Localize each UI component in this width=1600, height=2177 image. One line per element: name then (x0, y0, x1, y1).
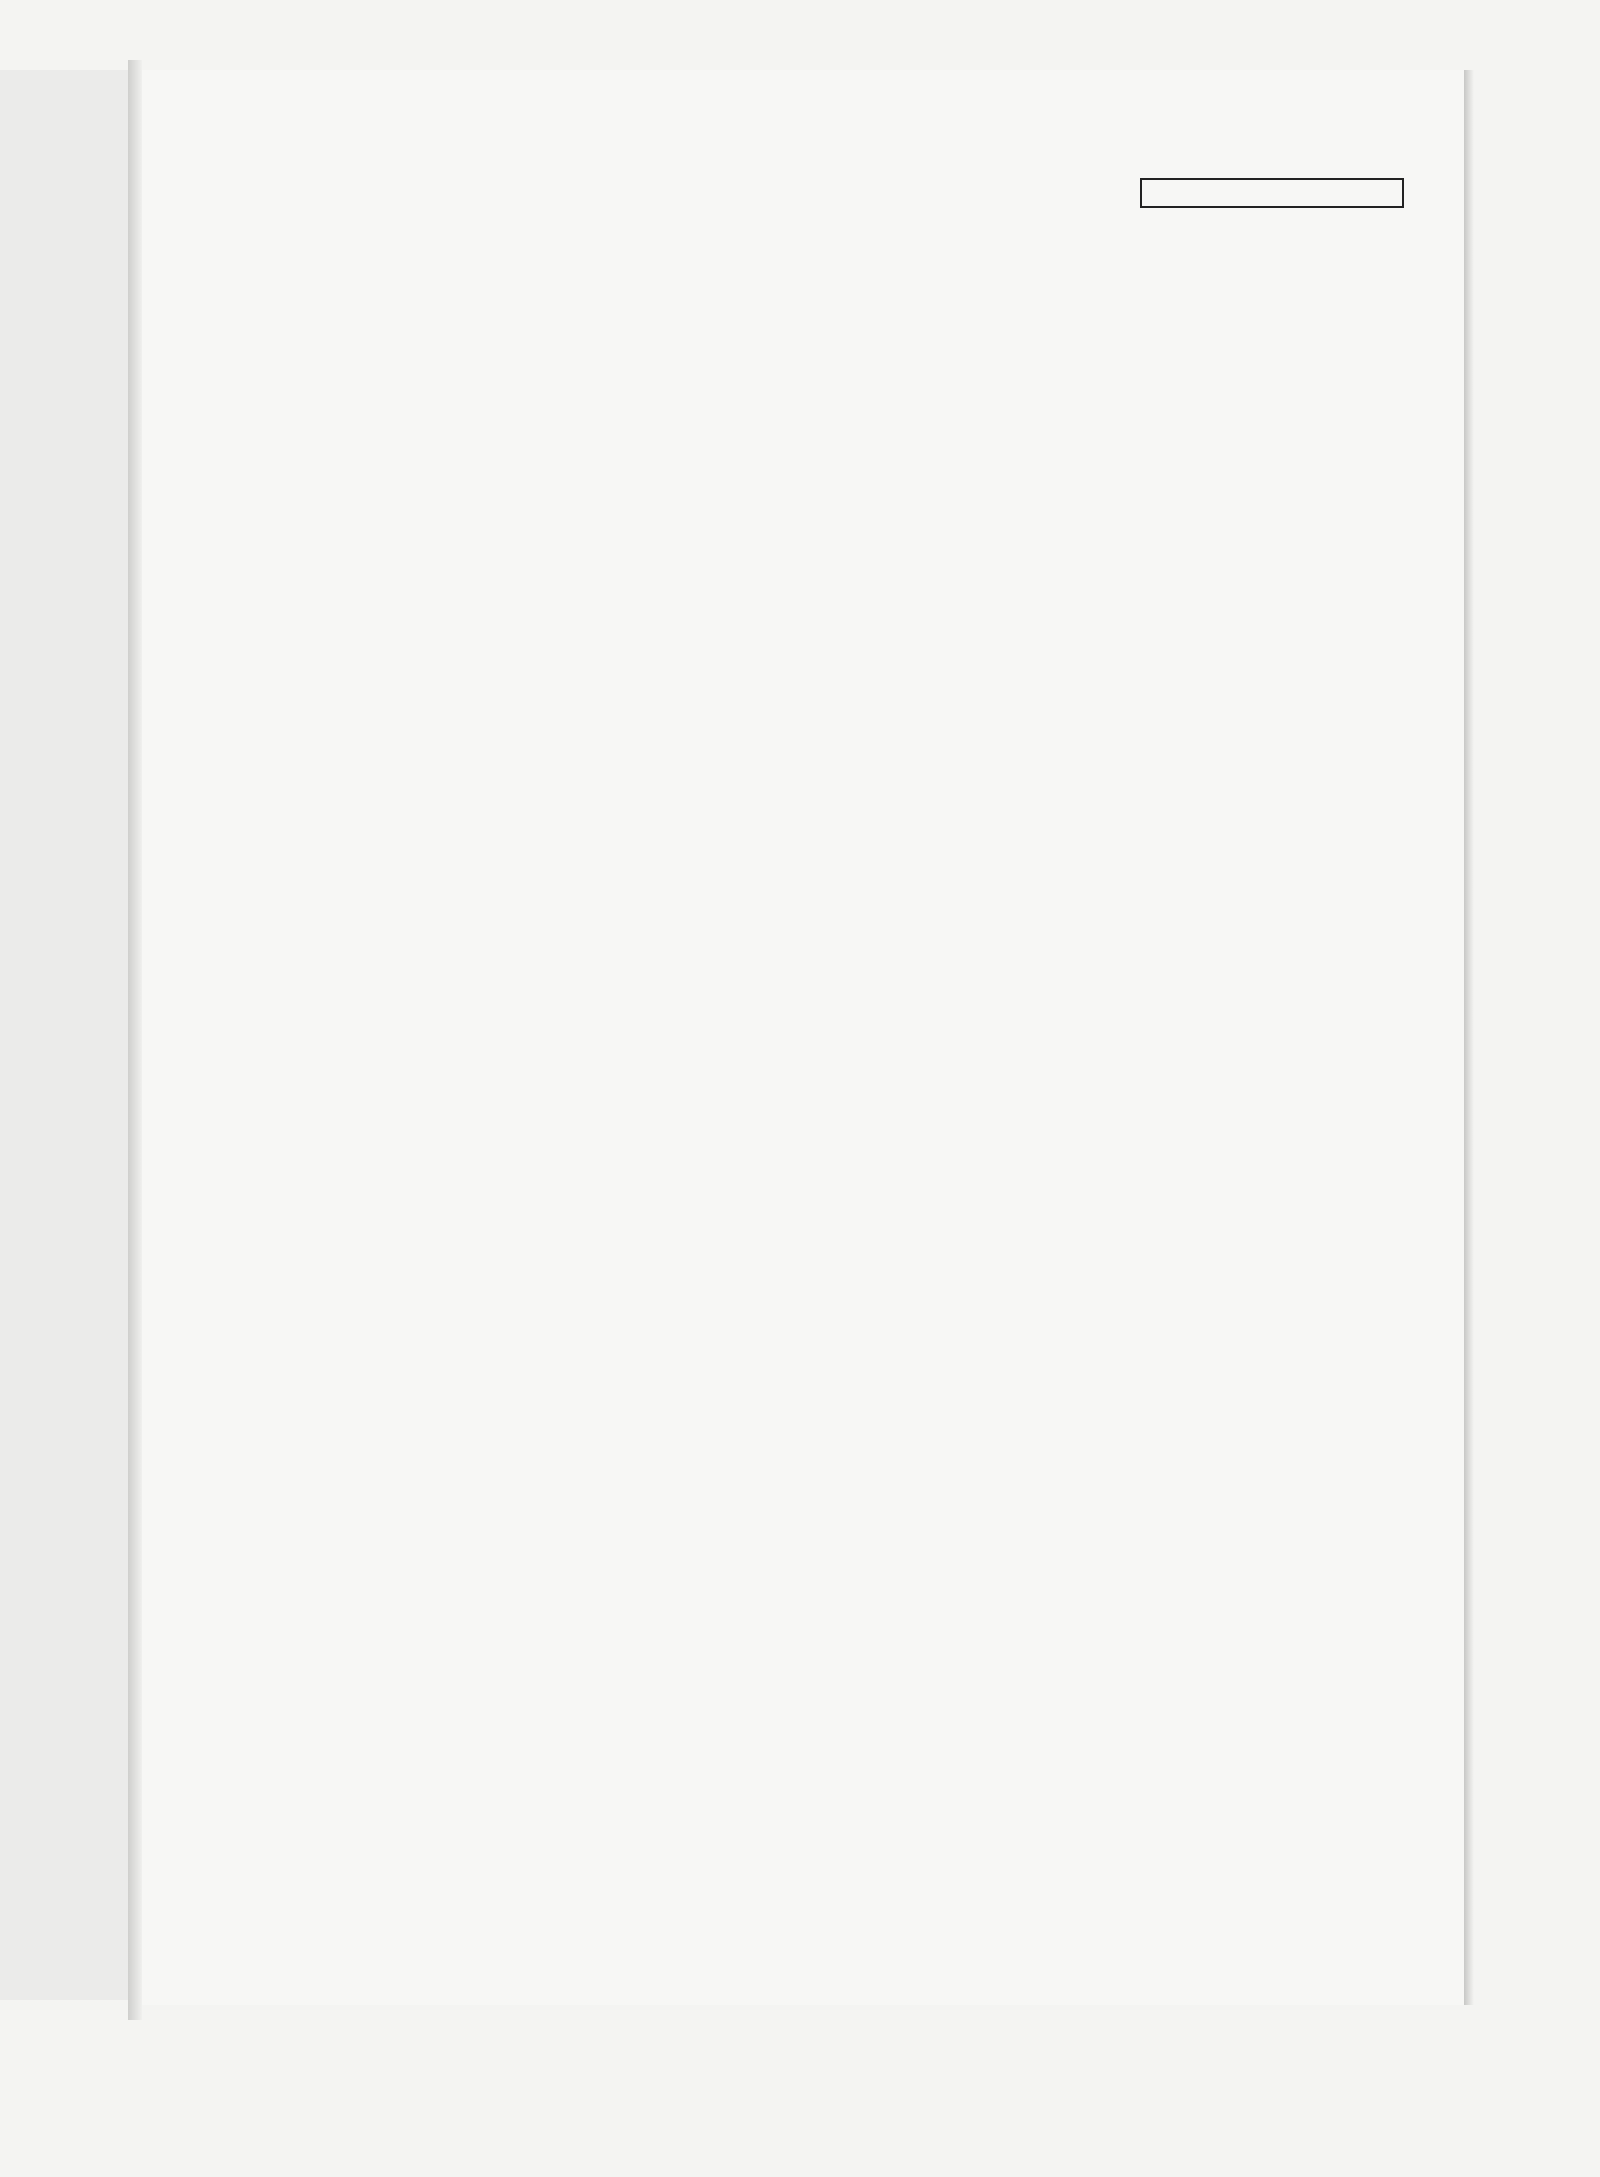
column-1 (198, 172, 498, 1992)
directory-page (142, 70, 1464, 2005)
page-edge-shadow (1464, 70, 1474, 2005)
previous-page-edge (0, 70, 130, 2000)
stepper-advertisement (1140, 178, 1404, 208)
column-2 (506, 172, 806, 1992)
page-gutter (128, 60, 142, 2020)
page-header (198, 116, 1434, 152)
column-4 (1122, 172, 1422, 1992)
column-3 (814, 172, 1114, 1992)
